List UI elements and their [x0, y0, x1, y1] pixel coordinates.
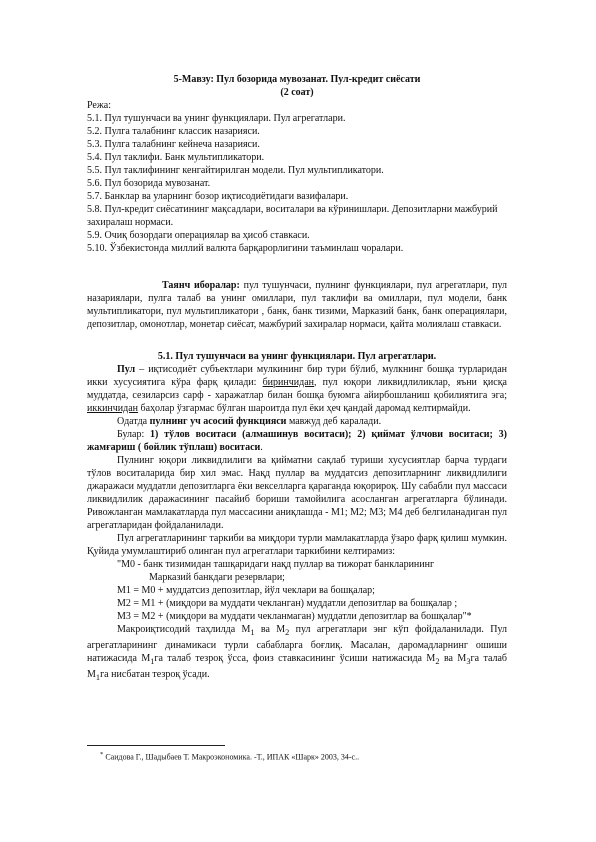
aggregate-line: М2 = М1 + (миқдори ва муддати чекланган) муддатли депозитлар ва бошқалар ;: [117, 598, 458, 609]
text-run: – иқтисодиёт субъектлари мулкининг бир тури бўлиб, мулкнинг бошқа турларидан икки хусусиятига кўра фарқ қилади:: [87, 364, 507, 388]
subscript: 1: [95, 673, 101, 682]
keywords-label: Таянч иборалар:: [162, 280, 240, 291]
text-run: Макроиқтисодий таҳлилда М: [117, 624, 251, 635]
title-main: 5-Мавзу: Пул бозорида мувозанат. Пул-кредит сиёсати: [173, 74, 421, 85]
text-run: мавжуд деб каралади.: [286, 416, 382, 427]
plan-heading: Режа:: [87, 100, 111, 111]
paragraph-liquidity: Пулнинг юқори ликвидлилиги ва қийматни сақлаб туриши хусусиятлар барча турдаги тўлов воситаларида бир хил эмас. Нақд пуллар ва муддатсиз депозитларнинг ликвидлилиги джаражаси муддатли депозитларга ёки векселларга қараганда юқорироқ. Шу сабабли пул массаси ликвидлилик даражасининг пасайиб бориши тамойилига асосланган агрегатларга бўлинади. Ривожланган мамлакатларда пул массасини аниқлашда - М1; М2; М3; М4 деб белгиланадиган пул агрегатларидан фойдаланилади.: [87, 455, 507, 531]
subscript: 2: [285, 628, 290, 637]
section-body: [87, 363, 507, 684]
bold-run: 1) тўлов воситаси (алмашинув воситаси); 2) қиймат ўлчови воситаси; 3) жамғариш ( бойлик тўплаш) воситаси: [87, 429, 508, 453]
footnote-text: Саидова Г., Шадыбаев Т. Макроэкономика. -Т., ИПАК «Шарк» 2003, 34-с..: [103, 752, 360, 762]
text-run: .: [260, 442, 263, 453]
plan-item: 5.9. Очиқ бозордаги операциялар ва ҳисоб ставкаси.: [87, 230, 310, 241]
aggregate-line: Марказий банкдаги резервлари;: [149, 572, 285, 583]
text-run: , пул юқори ликвидлиликлар, яъни қисқа муддатда, сезиларсиз сарф - харажатлар билан бошқа буюмга айирбошланиш қобилиятига эга;: [87, 377, 507, 401]
money-term: Пул: [117, 364, 136, 375]
paragraph-functions-intro: [87, 415, 507, 428]
text-run: Одатда: [117, 416, 150, 427]
footnote-mark: *: [100, 751, 104, 758]
bold-run: пулнинг уч асосий функцияси: [149, 416, 287, 427]
title-hours: (2 соат): [280, 87, 314, 98]
paragraph-money-definition: [87, 363, 507, 415]
aggregate-line: М3 = М2 + (миқдори ва муддати чекланмаган) муддатли депозитлар ва бошқалар"*: [117, 611, 472, 622]
footnote-divider: [87, 745, 225, 746]
plan-item: 5.7. Банклар ва уларнинг бозор иқтисодиётидаги вазифалари.: [87, 191, 349, 202]
underlined-first: биринчидан: [262, 377, 314, 388]
subscript: 2: [435, 657, 440, 666]
plan-item: 5.1. Пул тушунчаси ва унинг функциялари. Пул агрегатлари.: [87, 113, 346, 124]
subscript: 1: [250, 628, 255, 637]
plan-item: 5.2. Пулга талабнинг классик назарияси.: [87, 126, 260, 137]
plan-list: [87, 99, 507, 255]
aggregate-line: М1 = М0 + муддатсиз депозитлар, йўл чеклари ва бошқалар;: [117, 585, 375, 596]
keywords-text: пул тушунчаси, пулнинг функциялари, пул агрегатлари, пул назариялари, пулга талаб ва унинг омиллари, пул таклифи ва омиллари, пул модели, банк мультипликатори, пул мультипликатори , банк, банк тизими, Марказий банк, банк операциялари, депозитлар, омонотлар, монетар сиёсат, мажбурий захиралар нормаси, қайта молиялаш ставкаси.: [87, 280, 507, 330]
footnote: [100, 750, 500, 763]
text-run: ва М: [439, 653, 467, 664]
text-run: пул агрегатлари энг кўп фойдаланилади. Пул агрегатларининг динамикаси турли сабабларга боғлиқ. Масалан, даромадларнинг ошиши натижасида М: [87, 624, 507, 664]
plan-item: 5.6. Пул бозорида мувозанат.: [87, 178, 211, 189]
plan-item: 5.8. Пул-кредит сиёсатининг мақсадлари, воситалари ва кўринишлари. Депозитларни мажбурий захиралаш нормаси.: [87, 204, 498, 228]
page-title: [87, 73, 507, 86]
text-run: баҳолар ўзгармас бўлган шароитда пул ёки ҳеч қандай даромад келтирмайди.: [138, 403, 471, 414]
plan-item: 5.10. Ўзбекистонда миллий валюта барқарорлигини таъминлаш чоралари.: [87, 243, 404, 254]
subscript: 3: [466, 657, 471, 666]
paragraph-macro-analysis: [87, 623, 507, 684]
keywords-paragraph: [87, 279, 507, 331]
paragraph-functions-list: [87, 428, 507, 454]
section-heading: 5.1. Пул тушунчаси ва унинг функциялари. Пул агрегатлари.: [157, 351, 437, 362]
text-run: га талаб тезроқ ўсса, фоиз ставкасининг ўсиши натижасида М: [154, 653, 436, 664]
text-run: ва М: [254, 624, 286, 635]
aggregate-line: "М0 - банк тизимидан ташқаридаги нақд пуллар ва тижорат банкларининг: [117, 559, 435, 570]
text-run: Булар:: [117, 429, 151, 440]
underlined-second: иккинчидан: [87, 403, 139, 414]
text-run: га нисбатан тезроқ ўсади.: [100, 669, 210, 680]
subscript: 1: [150, 657, 155, 666]
aggregates-list: [87, 558, 507, 623]
plan-item: 5.5. Пул таклифининг кенгайтирилган модели. Пул мультипликатори.: [87, 165, 384, 176]
plan-item: 5.3. Пулга талабнинг кейнеча назарияси.: [87, 139, 260, 150]
plan-item: 5.4. Пул таклифи. Банк мультипликатори.: [87, 152, 265, 163]
text-run: га талаб М: [87, 653, 508, 680]
paragraph-aggregates-intro: Пул агрегатларининг таркиби ва миқдори турли мамлакатларда ўзаро фарқ қилиш мумкин. Қуйида умумлаштириб олинган пул агрегатлари таркибини келтирамиз:: [87, 533, 507, 557]
